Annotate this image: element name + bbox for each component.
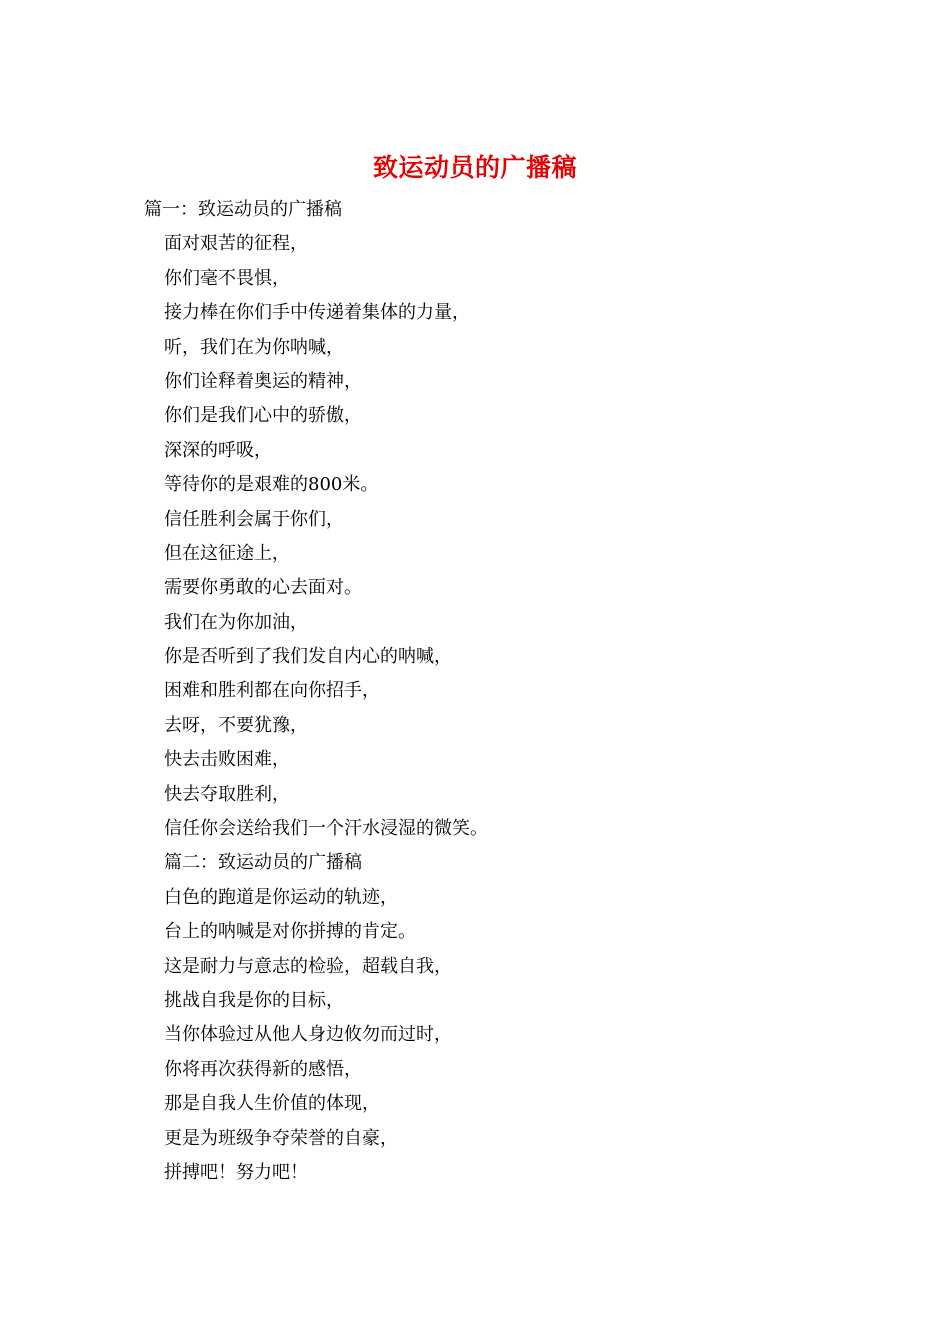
document-body — [0, 193, 950, 1190]
text-line: 拼搏吧！努力吧！ — [164, 1161, 308, 1183]
text-line: 信任胜利会属于你们， — [164, 508, 344, 530]
text-line: 你是否听到了我们发自内心的呐喊， — [164, 646, 452, 668]
text-line: 接力棒在你们手中传递着集体的力量， — [164, 302, 470, 324]
text-line: 你们毫不畏惧， — [164, 267, 290, 289]
text-line: 你们诠释着奥运的精神， — [164, 370, 362, 392]
text-line: 这是耐力与意志的检验，超载自我， — [164, 955, 452, 977]
document-title: 致运动员的广播稿 — [372, 153, 577, 182]
section-heading: 篇一：致运动员的广播稿 — [144, 199, 342, 220]
text-line: 深深的呼吸， — [164, 439, 272, 461]
text-line: 信任你会送给我们一个汗水浸湿的微笑。 — [164, 818, 488, 840]
text-line: 那是自我人生价值的体现， — [164, 1093, 380, 1115]
text-line: 你将再次获得新的感悟， — [164, 1058, 362, 1080]
section-heading: 篇二：致运动员的广播稿 — [164, 852, 362, 874]
text-line: 但在这征途上， — [164, 542, 290, 564]
text-line: 你们是我们心中的骄傲， — [164, 405, 362, 427]
text-line: 当你体验过从他人身边攸勿而过时， — [164, 1024, 452, 1046]
text-line: 快去夺取胜利， — [164, 783, 290, 805]
text-line: 等待你的是艰难的800米。 — [164, 474, 379, 496]
text-line: 快去击败困难， — [164, 749, 290, 771]
text-line: 困难和胜利都在向你招手， — [164, 680, 380, 702]
text-line: 白色的跑道是你运动的轨迹， — [164, 886, 398, 908]
text-line: 面对艰苦的征程， — [164, 233, 308, 255]
text-line: 更是为班级争夺荣誉的自豪， — [164, 1127, 398, 1149]
text-line: 去呀，不要犹豫， — [164, 714, 308, 736]
text-line: 挑战自我是你的目标， — [164, 989, 344, 1011]
text-line: 我们在为你加油， — [164, 611, 308, 633]
text-line: 听，我们在为你呐喊， — [164, 336, 344, 358]
text-line: 台上的呐喊是对你拼搏的肯定。 — [164, 921, 416, 943]
text-line: 需要你勇敢的心去面对。 — [164, 577, 362, 599]
